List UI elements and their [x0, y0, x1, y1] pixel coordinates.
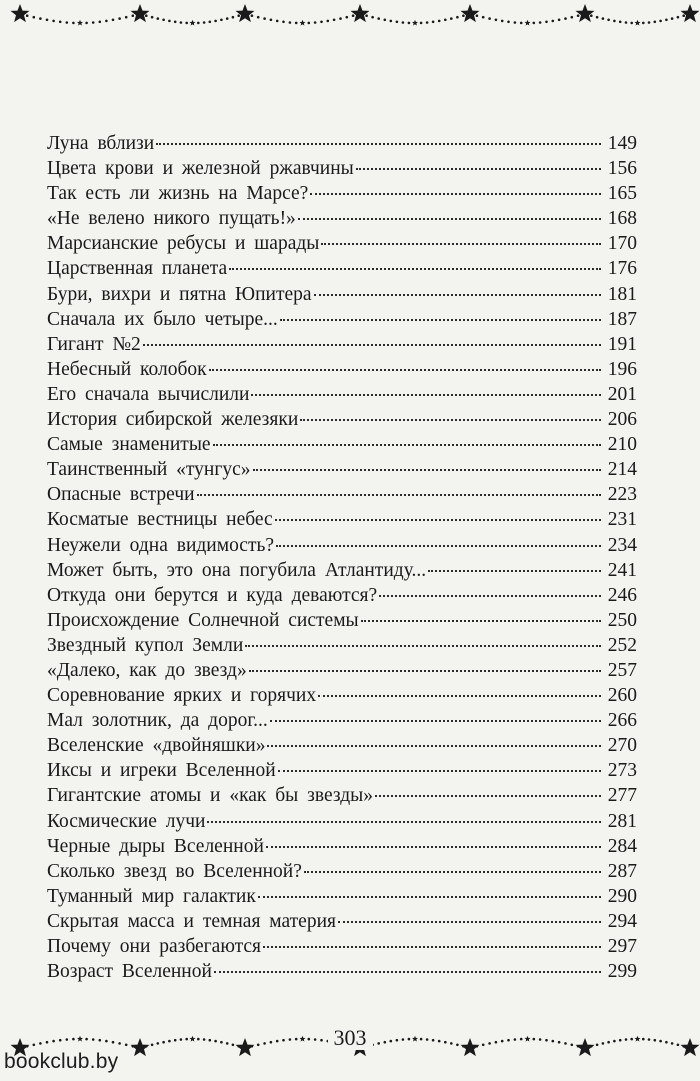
- toc-entry-page: 165: [607, 183, 637, 205]
- toc-entry: [47, 457, 637, 482]
- toc-entry-title: Гигантские атомы и «как бы звезды»: [47, 785, 373, 807]
- toc-entry-title: Его сначала вычислили: [47, 383, 250, 405]
- toc-entry-page: 170: [607, 233, 637, 255]
- dot-leader: [245, 645, 601, 647]
- toc-entry-title: «Не велено никого пущать!»: [47, 208, 296, 230]
- toc-entry-title: Так есть ли жизнь на Марсе?: [47, 183, 309, 205]
- toc-entry-title: Небесный колобок: [47, 358, 207, 380]
- toc-entry-title: Гигант №2: [47, 333, 141, 355]
- toc-entry-title: Иксы и игреки Вселенной: [47, 760, 276, 782]
- dot-leader: [276, 545, 601, 547]
- toc-entry: [47, 758, 637, 783]
- toc-entry-title: Происхождение Солнечной системы: [47, 609, 359, 631]
- toc-entry-page: 168: [607, 208, 637, 230]
- dot-leader: [214, 971, 601, 973]
- dot-leader: [318, 695, 601, 697]
- toc-entry-page: 241: [607, 559, 637, 581]
- toc-entry-page: 234: [607, 534, 637, 556]
- toc-entry-page: 223: [607, 484, 637, 506]
- toc-entry-title: Мал золотник, да дорог...: [47, 710, 268, 732]
- toc-entry: [47, 859, 637, 884]
- toc-entry: [47, 482, 637, 507]
- dot-leader: [270, 720, 601, 722]
- dot-leader: [258, 896, 601, 898]
- dot-leader: [300, 419, 601, 421]
- toc-entry-title: Звездный купол Земли: [47, 634, 244, 656]
- toc-entry-page: 257: [607, 659, 637, 681]
- toc-entry: [47, 558, 637, 583]
- dot-leader: [310, 193, 601, 195]
- toc-entry: [47, 332, 637, 357]
- toc-entry-page: 297: [607, 936, 637, 957]
- toc-entry: [47, 959, 637, 984]
- dot-leader: [275, 519, 601, 521]
- toc-entry-title: Космические лучи: [47, 810, 206, 832]
- toc-entry: [47, 181, 637, 206]
- table-of-contents: [47, 131, 637, 984]
- toc-entry-page: 210: [607, 434, 637, 456]
- toc-entry-page: 201: [607, 383, 637, 405]
- toc-entry-page: 206: [607, 409, 637, 431]
- toc-entry-title: Сколько звезд во Вселенной?: [47, 860, 302, 882]
- dot-leader: [267, 745, 601, 747]
- toc-entry-page: 250: [607, 609, 637, 631]
- toc-entry: [47, 583, 637, 608]
- toc-entry-title: Таинственный «тунгус»: [47, 459, 251, 481]
- toc-entry: [47, 633, 637, 658]
- toc-entry-page: 252: [607, 634, 637, 656]
- toc-entry-page: 246: [607, 584, 637, 606]
- toc-entry-title: Вселенские «двойняшки»: [47, 735, 266, 757]
- toc-entry: [47, 507, 637, 532]
- dot-leader: [229, 268, 601, 270]
- dot-leader: [156, 143, 601, 145]
- dot-leader: [263, 946, 601, 948]
- toc-entry-page: 290: [607, 885, 637, 907]
- toc-entry: [47, 834, 637, 859]
- dot-leader: [314, 294, 601, 296]
- toc-entry: [47, 608, 637, 633]
- toc-entry: [47, 206, 637, 231]
- toc-entry-page: 299: [607, 961, 637, 983]
- toc-entry-title: Может быть, это она погубила Атлантиду...: [47, 559, 427, 581]
- toc-entry-page: 187: [607, 308, 637, 330]
- dot-leader: [375, 795, 601, 797]
- star-garland-icon: [0, 0, 700, 44]
- toc-entry: [47, 231, 637, 256]
- dot-leader: [361, 620, 601, 622]
- toc-entry-title: Луна вблизи: [47, 133, 155, 154]
- toc-entry: [47, 909, 637, 934]
- dot-leader: [356, 168, 601, 170]
- toc-entry-page: 176: [607, 258, 637, 280]
- toc-entry-title: Бури, вихри и пятна Юпитера: [47, 283, 312, 305]
- toc-entry-page: 284: [607, 835, 637, 857]
- dot-leader: [278, 770, 601, 772]
- toc-entry-page: 294: [607, 910, 637, 932]
- watermark: bookclub.by: [4, 1050, 119, 1073]
- toc-entry-title: Туманный мир галактик: [47, 885, 256, 907]
- top-star-garland: [0, 0, 700, 44]
- dot-leader: [338, 921, 601, 923]
- toc-entry: [47, 131, 637, 156]
- toc-entry: [47, 282, 637, 307]
- toc-entry: [47, 658, 637, 683]
- dot-leader: [251, 394, 601, 396]
- toc-entry-page: 266: [607, 710, 637, 732]
- dot-leader: [321, 243, 601, 245]
- toc-entry: [47, 533, 637, 558]
- toc-entry-title: Почему они разбегаются: [47, 936, 262, 957]
- toc-entry: [47, 884, 637, 909]
- toc-entry: [47, 733, 637, 758]
- toc-entry: [47, 307, 637, 332]
- toc-entry-page: 287: [607, 860, 637, 882]
- toc-entry-title: Царственная планета: [47, 258, 228, 280]
- toc-entry-page: 214: [607, 459, 637, 481]
- toc-entry: [47, 407, 637, 432]
- toc-entry-title: Самые знаменитые: [47, 434, 211, 456]
- toc-entry-page: 231: [607, 509, 637, 531]
- dot-leader: [209, 369, 601, 371]
- toc-entry-page: 181: [607, 283, 637, 305]
- page-number: 303: [0, 1025, 700, 1051]
- dot-leader: [266, 846, 601, 848]
- toc-entry: [47, 256, 637, 281]
- toc-entry-title: Соревнование ярких и горячих: [47, 685, 317, 707]
- toc-entry-page: 156: [607, 158, 637, 180]
- dot-leader: [207, 821, 601, 823]
- toc-entry: [47, 357, 637, 382]
- toc-entry-title: Возраст Вселенной: [47, 961, 212, 983]
- toc-entry: [47, 934, 637, 959]
- toc-entry-title: Сначала их было четыре...: [47, 308, 278, 330]
- toc-entry-page: 196: [607, 358, 637, 380]
- toc-entry-page: 277: [607, 785, 637, 807]
- dot-leader: [428, 570, 601, 572]
- toc-entry: [47, 783, 637, 808]
- dot-leader: [304, 871, 601, 873]
- toc-entry: [47, 683, 637, 708]
- toc-entry: [47, 382, 637, 407]
- toc-entry-title: Марсианские ребусы и шарады: [47, 233, 320, 255]
- toc-entry: [47, 708, 637, 733]
- dot-leader: [143, 344, 601, 346]
- dot-leader: [253, 469, 601, 471]
- toc-entry-title: Скрытая масса и темная материя: [47, 910, 336, 932]
- toc-entry: [47, 809, 637, 834]
- dot-leader: [280, 319, 601, 321]
- dot-leader: [249, 670, 601, 672]
- toc-entry-page: 260: [607, 685, 637, 707]
- toc-entry: [47, 432, 637, 457]
- toc-entry-title: Черные дыры Вселенной: [47, 835, 264, 857]
- dot-leader: [213, 444, 601, 446]
- dot-leader: [298, 218, 601, 220]
- toc-entry-title: Цвета крови и железной ржавчины: [47, 158, 354, 180]
- toc-entry: [47, 156, 637, 181]
- toc-entry-page: 149: [607, 133, 637, 154]
- dot-leader: [379, 595, 601, 597]
- toc-entry-title: Опасные встречи: [47, 484, 195, 506]
- toc-entry-title: Косматые вестницы небес: [47, 509, 273, 531]
- dot-leader: [197, 494, 601, 496]
- toc-entry-title: «Далеко, как до звезд»: [47, 659, 247, 681]
- toc-entry-page: 191: [607, 333, 637, 355]
- toc-entry-title: Неужели одна видимость?: [47, 534, 275, 556]
- toc-entry-title: История сибирской железяки: [47, 409, 299, 431]
- toc-entry-page: 281: [607, 810, 637, 832]
- toc-entry-title: Откуда они берутся и куда деваются?: [47, 584, 378, 606]
- toc-entry-page: 273: [607, 760, 637, 782]
- toc-entry-page: 270: [607, 735, 637, 757]
